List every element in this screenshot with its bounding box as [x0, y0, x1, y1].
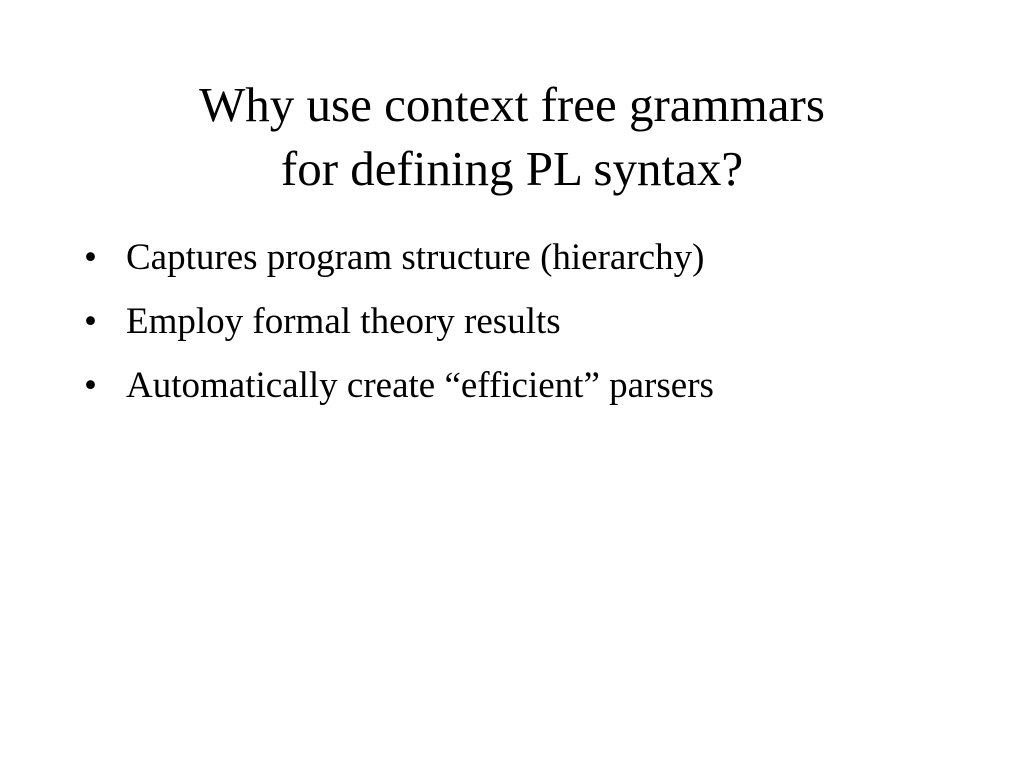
bullet-dot-icon: • — [84, 301, 97, 342]
bullet-dot-icon: • — [84, 237, 97, 278]
bullet-dot-icon: • — [84, 365, 97, 406]
title-line-1: Why use context free grammars — [199, 77, 825, 132]
bullet-item — [84, 296, 984, 360]
bullet-text-automatically: Automatically create “efficient” parsers — [126, 365, 714, 406]
bullet-list — [84, 232, 984, 424]
bullet-item — [84, 232, 984, 296]
slide-title — [0, 73, 1024, 201]
bullet-text-captures: Captures program structure (hierarchy) — [126, 237, 705, 278]
bullet-item — [84, 360, 984, 424]
bullet-text-employ: Employ formal theory results — [126, 301, 561, 342]
title-line-2: for defining PL syntax? — [280, 141, 744, 196]
